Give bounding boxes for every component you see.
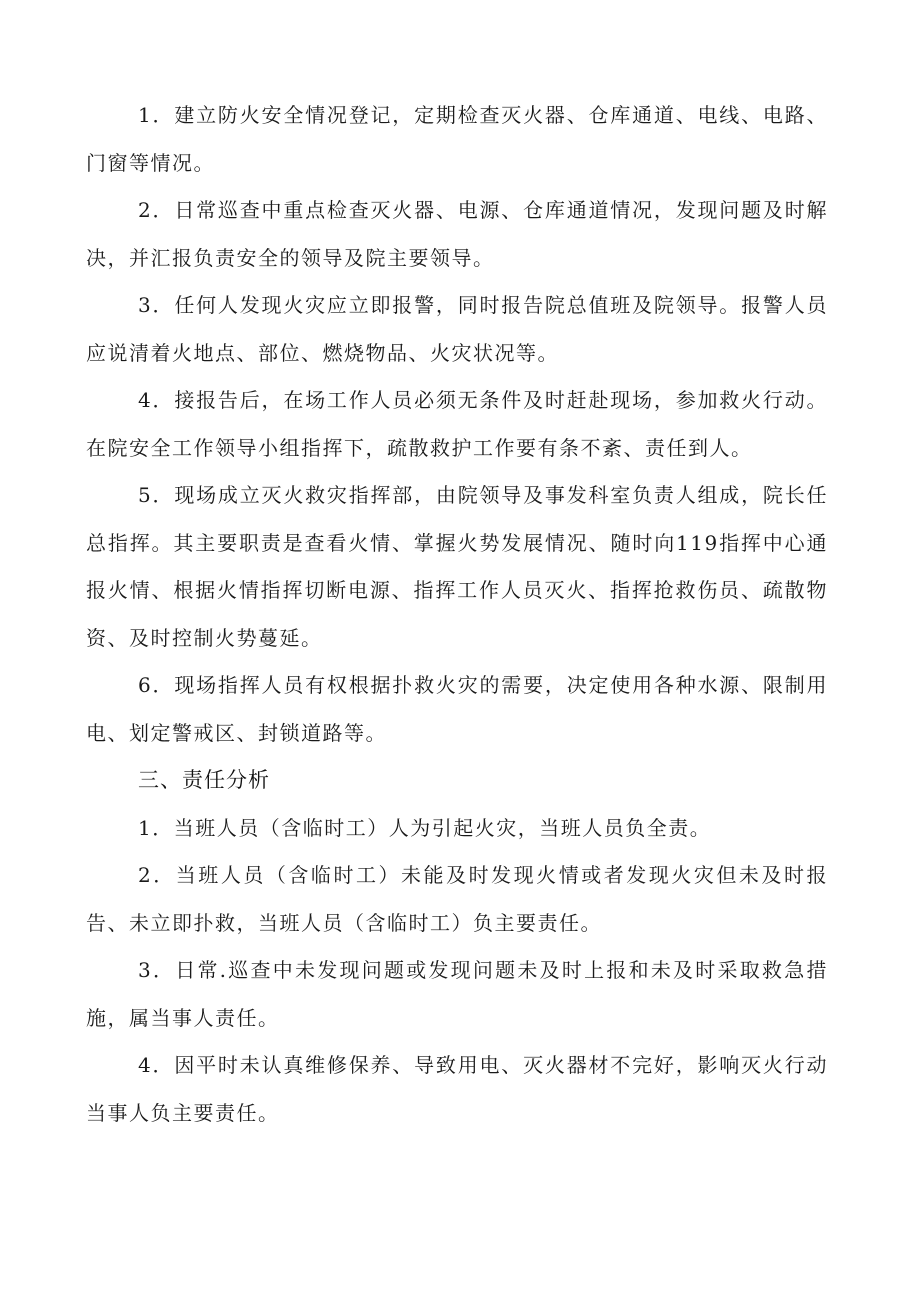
paragraph-item-1: 1．建立防火安全情况登记，定期检查灭火器、仓库通道、电线、电路、门窗等情况。: [86, 103, 828, 175]
responsibility-item-4: 4．因平时未认真维修保养、导致用电、灭火器材不完好，影响灭火行动当事人负主要责任。: [86, 1053, 828, 1125]
paragraph-item-3: 3．任何人发现火灾应立即报警，同时报告院总值班及院领导。报警人员应说清着火地点、部位、燃烧物品、火灾状况等。: [86, 293, 828, 365]
responsibility-item-2: 2．当班人员（含临时工）未能及时发现火情或者发现火灾但未及时报告、未立即扑救，当班人员（含临时工）负主要责任。: [86, 863, 828, 935]
paragraph-item-6: 6．现场指挥人员有权根据扑救火灾的需要，决定使用各种水源、限制用电、划定警戒区、封锁道路等。: [86, 673, 828, 745]
section-heading-responsibility-analysis: 三、责任分析: [138, 768, 270, 792]
document-body: [86, 92, 828, 1137]
paragraph-item-2: 2．日常巡查中重点检查灭火器、电源、仓库通道情况，发现问题及时解决，并汇报负责安全的领导及院主要领导。: [86, 198, 828, 270]
responsibility-item-3: 3．日常.巡查中未发现问题或发现问题未及时上报和未及时采取救急措施，属当事人责任。: [86, 958, 828, 1030]
paragraph-item-5: 5．现场成立灭火救灾指挥部，由院领导及事发科室负责人组成，院长任总指挥。其主要职责是查看火情、掌握火势发展情况、随时向119指挥中心通报火情、根据火情指挥切断电源、指挥工作人员灭火、指挥抢救伤员、疏散物资、及时控制火势蔓延。: [86, 483, 828, 650]
paragraph-item-4: 4．接报告后，在场工作人员必须无条件及时赶赴现场，参加救火行动。在院安全工作领导小组指挥下，疏散救护工作要有条不紊、责任到人。: [86, 388, 828, 460]
responsibility-item-1: 1．当班人员（含临时工）人为引起火灾，当班人员负全责。: [138, 815, 712, 840]
